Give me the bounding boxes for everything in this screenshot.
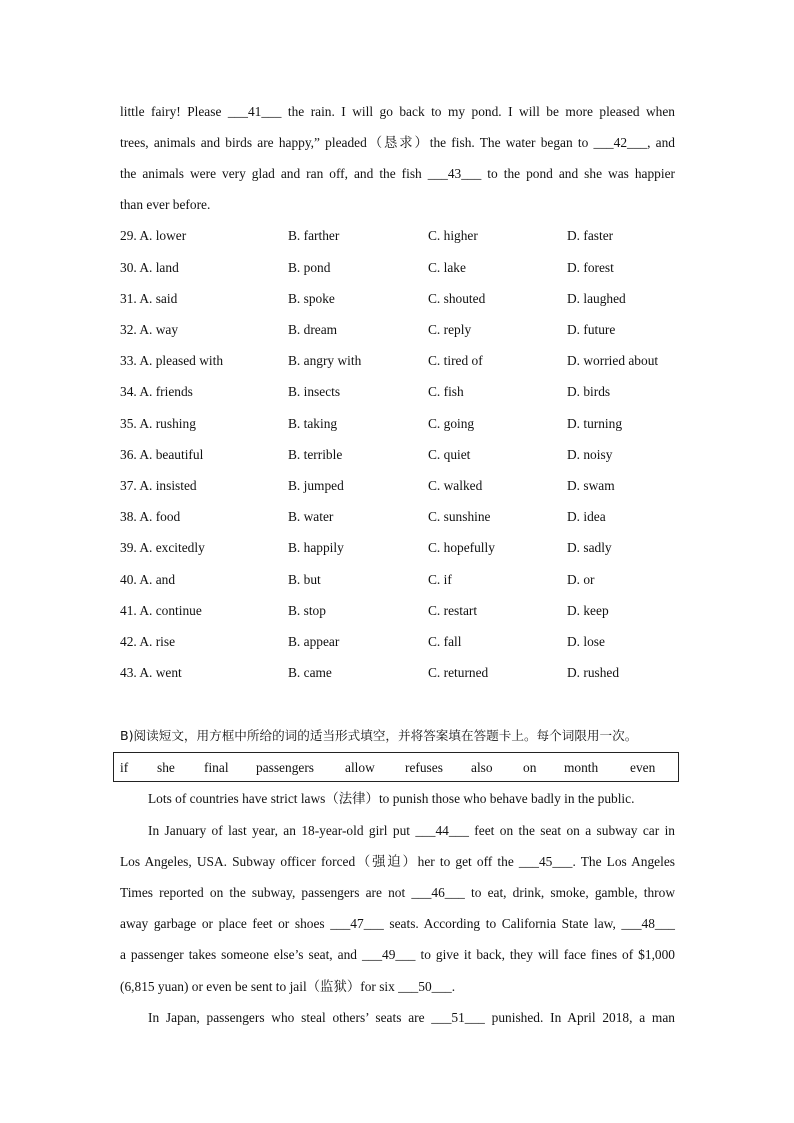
- option-c: C. hopefully: [428, 540, 495, 555]
- option-d: D. birds: [567, 384, 611, 399]
- section-b-instruction: B)阅读短文，用方框中所给的词的适当形式填空，并将答案填在答题卡上。每个词限用一次。: [120, 728, 638, 743]
- option-d: D. lose: [567, 634, 605, 649]
- word-bank-item: final: [204, 760, 229, 775]
- option-a: 34. A. friends: [120, 384, 193, 399]
- question-33: [120, 353, 680, 369]
- option-b: B. came: [288, 665, 332, 680]
- option-d: D. forest: [567, 260, 614, 275]
- option-c: C. tired of: [428, 353, 483, 368]
- option-b: B. insects: [288, 384, 341, 399]
- option-a: 32. A. way: [120, 322, 179, 337]
- option-b: B. stop: [288, 603, 326, 618]
- option-d: D. future: [567, 322, 616, 337]
- option-b: B. spoke: [288, 291, 335, 306]
- question-41: [120, 603, 680, 619]
- option-d: D. noisy: [567, 447, 613, 462]
- option-a: 35. A. rushing: [120, 416, 196, 431]
- option-c: C. restart: [428, 603, 478, 618]
- option-a: 38. A. food: [120, 509, 181, 524]
- option-a: 33. A. pleased with: [120, 353, 224, 368]
- word-bank-item: refuses: [405, 760, 443, 775]
- passage-b-p2-line-2: Los Angeles, USA. Subway officer forced（强迫）her to get off the ___45___. The Los Angeles: [120, 854, 675, 869]
- question-37: [120, 478, 680, 494]
- word-bank-item: allow: [345, 760, 375, 775]
- passage-a-line-1: little fairy! Please ___41___ the rain. I will go back to my pond. I will be more pleased when: [120, 104, 675, 119]
- passage-b-p2-line-3: Times reported on the subway, passengers are not ___46___ to eat, drink, smoke, gamble, throw: [120, 885, 675, 900]
- word-bank-item: even: [630, 760, 656, 775]
- question-29: [120, 228, 680, 244]
- passage-b-p2-line-1: In January of last year, an 18-year-old girl put ___44___ feet on the seat on a subway car in: [148, 823, 675, 838]
- passage-a-line-3: the animals were very glad and ran off, and the fish ___43___ to the pond and she was happier: [120, 166, 675, 181]
- option-d: D. turning: [567, 416, 623, 431]
- passage-b-paragraph-3: In Japan, passengers who steal others’ seats are ___51___ punished. In April 2018, a man: [148, 1010, 675, 1025]
- option-b: B. terrible: [288, 447, 343, 462]
- option-b: B. but: [288, 572, 321, 587]
- passage-b-p2-line-5: a passenger takes someone else’s seat, and ___49___ to give it back, they will face fines of $1,000: [120, 947, 675, 962]
- option-c: C. going: [428, 416, 475, 431]
- option-a: 31. A. said: [120, 291, 178, 306]
- option-d: D. swam: [567, 478, 615, 493]
- option-b: B. appear: [288, 634, 340, 649]
- question-36: [120, 447, 680, 463]
- option-b: B. taking: [288, 416, 338, 431]
- word-bank-item: she: [157, 760, 175, 775]
- option-d: D. sadly: [567, 540, 612, 555]
- option-a: 36. A. beautiful: [120, 447, 204, 462]
- option-d: D. keep: [567, 603, 609, 618]
- word-bank-box: [113, 752, 679, 782]
- passage-a-line-4: than ever before.: [120, 197, 211, 212]
- option-c: C. lake: [428, 260, 466, 275]
- option-c: C. quiet: [428, 447, 471, 462]
- question-30: [120, 260, 680, 276]
- option-d: D. or: [567, 572, 595, 587]
- option-b: B. farther: [288, 228, 340, 243]
- option-b: B. angry with: [288, 353, 362, 368]
- passage-a-line-2: trees, animals and birds are happy,” pleaded（恳求）the fish. The water began to ___42___, and: [120, 135, 675, 150]
- question-38: [120, 509, 680, 525]
- option-d: D. worried about: [567, 353, 659, 368]
- option-c: C. higher: [428, 228, 478, 243]
- option-b: B. happily: [288, 540, 344, 555]
- option-b: B. dream: [288, 322, 338, 337]
- option-b: B. jumped: [288, 478, 344, 493]
- option-a: 39. A. excitedly: [120, 540, 205, 555]
- option-b: B. pond: [288, 260, 331, 275]
- option-d: D. rushed: [567, 665, 620, 680]
- question-42: [120, 634, 680, 650]
- option-c: C. fish: [428, 384, 464, 399]
- question-31: [120, 291, 680, 307]
- question-34: [120, 384, 680, 400]
- option-c: C. fall: [428, 634, 462, 649]
- passage-b-p2-line-6: (6,815 yuan) or even be sent to jail（监狱）for six ___50___.: [120, 979, 456, 994]
- option-a: 42. A. rise: [120, 634, 176, 649]
- option-a: 43. A. went: [120, 665, 182, 680]
- question-35: [120, 416, 680, 432]
- option-c: C. reply: [428, 322, 472, 337]
- question-40: [120, 572, 680, 588]
- question-43: [120, 665, 680, 681]
- option-b: B. water: [288, 509, 334, 524]
- passage-b-paragraph-1: Lots of countries have strict laws（法律）to punish those who behave badly in the public.: [148, 791, 635, 806]
- passage-b-p2-line-4: away garbage or place feet or shoes ___47___ seats. According to California State law, ___48___: [120, 916, 675, 931]
- option-a: 29. A. lower: [120, 228, 187, 243]
- option-a: 30. A. land: [120, 260, 179, 275]
- option-c: C. sunshine: [428, 509, 491, 524]
- word-bank-item: on: [523, 760, 537, 775]
- option-c: C. returned: [428, 665, 489, 680]
- question-32: [120, 322, 680, 338]
- option-a: 41. A. continue: [120, 603, 202, 618]
- word-bank-item: passengers: [256, 760, 315, 775]
- option-d: D. laughed: [567, 291, 626, 306]
- option-c: C. if: [428, 572, 452, 587]
- option-a: 37. A. insisted: [120, 478, 197, 493]
- question-39: [120, 540, 680, 556]
- word-bank-item: also: [471, 760, 493, 775]
- option-d: D. faster: [567, 228, 614, 243]
- option-d: D. idea: [567, 509, 606, 524]
- option-a: 40. A. and: [120, 572, 176, 587]
- word-bank-item: month: [564, 760, 599, 775]
- option-c: C. walked: [428, 478, 483, 493]
- option-c: C. shouted: [428, 291, 486, 306]
- word-bank-item: if: [120, 760, 129, 775]
